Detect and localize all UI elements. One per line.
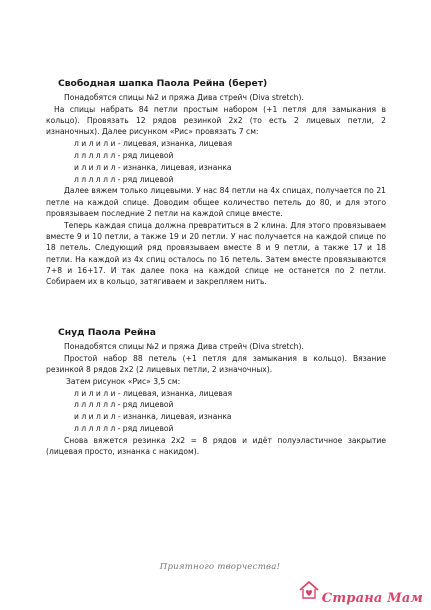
hat-materials: Понадобятся спицы №2 и пряжа Дива стрейч (Diva stretch). <box>64 93 304 102</box>
site-watermark <box>297 578 423 606</box>
snood-title: Снуд Паола Рейна <box>58 327 156 338</box>
house-heart-icon <box>297 578 321 602</box>
hat-pattern-row-1: л и л и л и - лицевая, изнанка, лицевая <box>74 139 233 149</box>
snood-pattern-row-4: л л л л л л - ряд лицевой <box>74 424 174 434</box>
hat-section <box>46 78 386 288</box>
snood-finish: Снова вяжется резинка 2х2 = 8 рядов и идёт полуэластичное закрытие (лицевая просто, изнанка с накидом). <box>46 435 386 457</box>
hat-pattern-row-4: л л л л л л - ряд лицевой <box>74 174 174 184</box>
hat-knit-paragraph: Далее вяжем только лицевыми. У нас 84 петли на 4х спицах, получается по 21 петле на каждой спице. Доводим общее количество петель до 80, и для этого провязываем последние 2 петли на каждой спице вместе. <box>46 186 386 218</box>
signoff-text: Приятного творчества! <box>159 562 281 572</box>
snood-pattern-row-2: л л л л л л - ряд лицевой <box>74 400 174 410</box>
snood-cast-on: Простой набор 88 петель (+1 петля для замыкания в кольцо). Вязание резинкой 8 рядов 2х2 (2 лицевых петли, 2 изначочных). <box>46 353 386 375</box>
snood-section <box>46 327 386 458</box>
snood-materials: Понадобятся спицы №2 и пряжа Дива стрейч (Diva stretch). <box>64 342 304 351</box>
hat-pattern-row-2: л л л л л л - ряд лицевой <box>74 150 174 160</box>
snood-pattern-row-3: и л и л и л - изнанка, лицевая, изнанка <box>74 412 232 422</box>
snood-pattern-intro: Затем рисунок «Рис» 3,5 см: <box>66 376 181 386</box>
hat-decrease-paragraph: Теперь каждая спица должна превратиться в 2 клина. Для этого провязываем вместе 9 и 10 петли, а также 19 и 20 петли. У нас получается на каждой спице по 18 петель. Следующий ряд провязываем вместе 8 и 9 петли, а также 17 и 18 петли. На каждой из 4х спиц осталось по 16 петель. Затем вместе провязываются 7+8 и 16+17. И так далее пока на каждой спице не останется по 2 петли. Собираем их в кольцо, затягиваем и закрепляем нить. <box>46 220 386 287</box>
hat-pattern-row-3: и л и л и л - изнанка, лицевая, изнанка <box>74 162 232 172</box>
hat-title: Свободная шапка Паола Рейна (берет) <box>58 78 268 89</box>
hat-cast-on: На спицы набрать 84 петли простым набором (+1 петля для замыкания в кольцо). Провязать 12 рядов резинкой 2х2 (то есть 2 лицевых петли, 2 изнаночных). Далее рисунком «Рис» провязать 7 см: <box>46 104 386 137</box>
snood-pattern-row-1: л и л и л и - лицевая, изнанка, лицевая <box>74 388 233 398</box>
watermark-text: Страна Мам <box>321 591 423 606</box>
